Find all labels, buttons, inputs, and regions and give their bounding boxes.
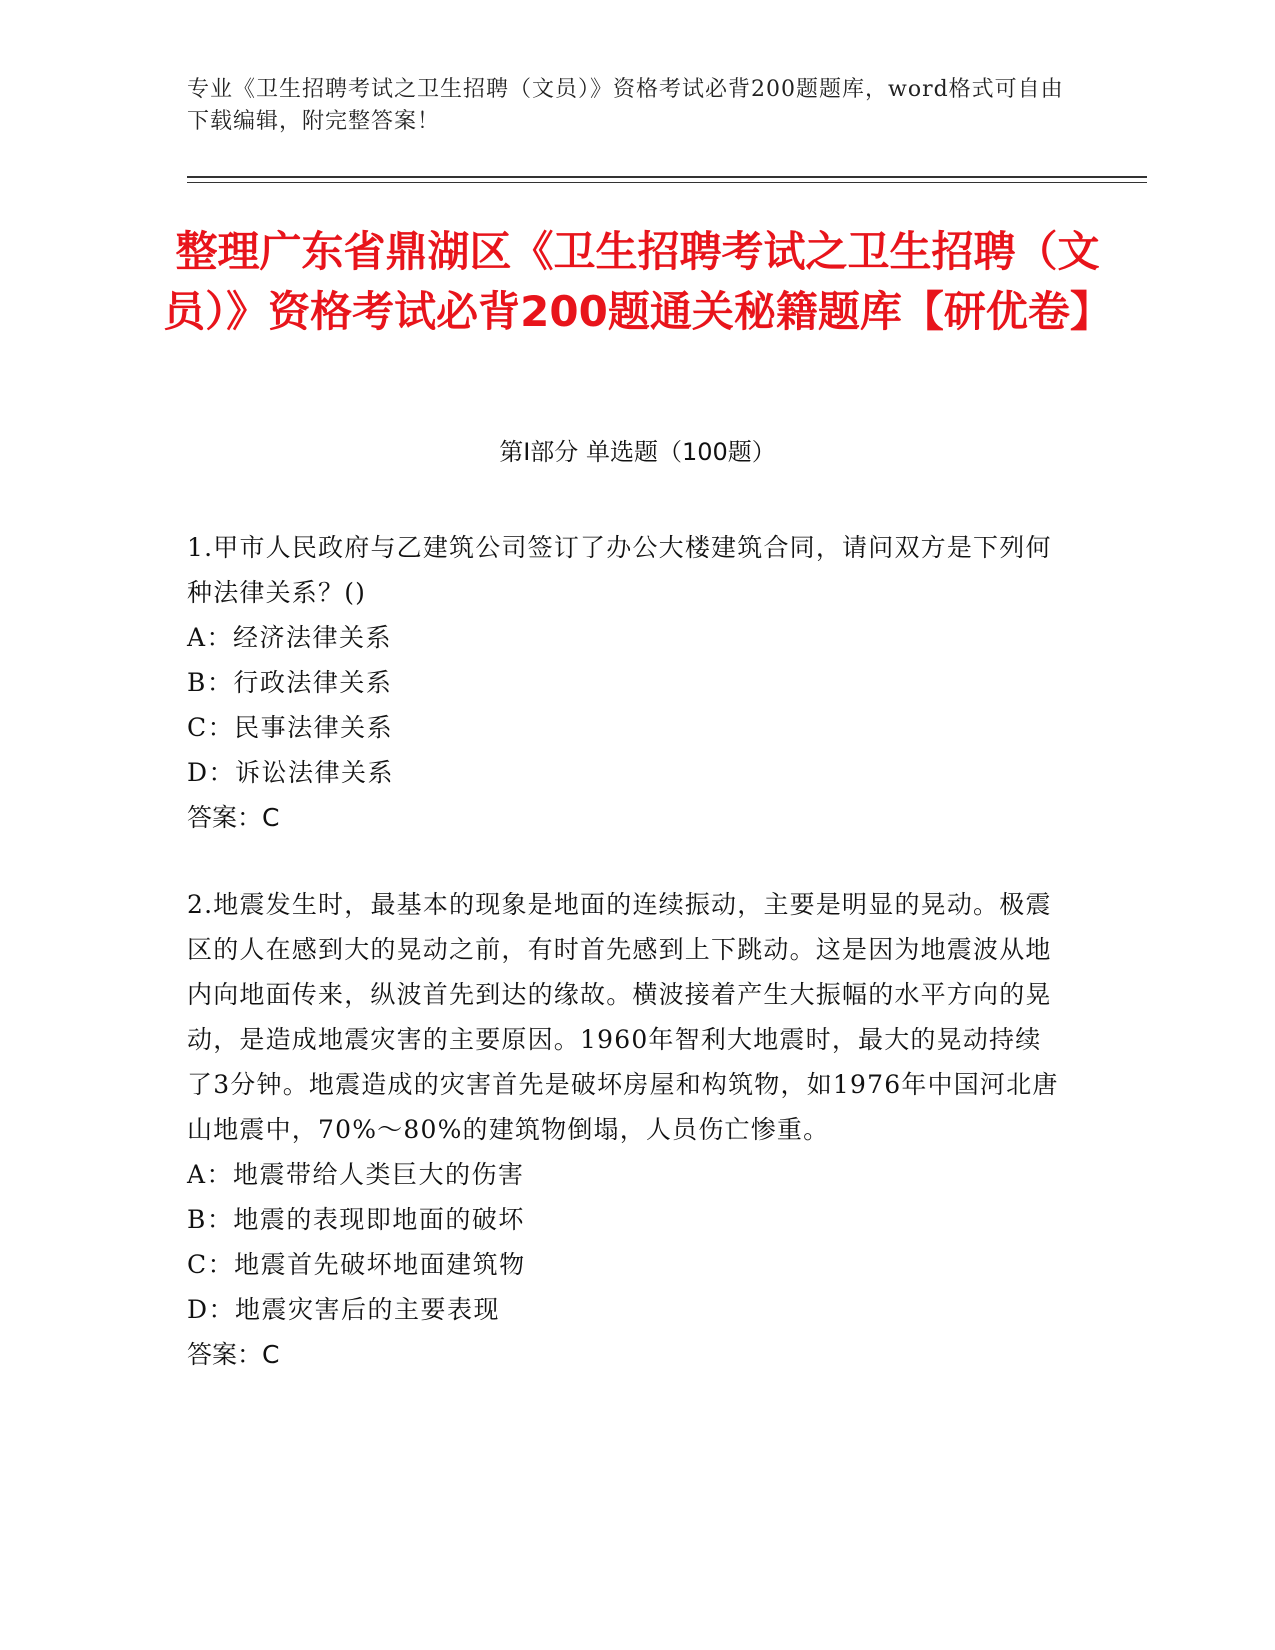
option-d: D：诉讼法律关系 — [187, 758, 395, 787]
option-c: C：民事法律关系 — [187, 713, 394, 742]
option-d: D：地震灾害后的主要表现 — [187, 1295, 501, 1324]
question-stem: 1.甲市人民政府与乙建筑公司签订了办公大楼建筑合同，请问双方是下列何种法律关系？() — [187, 533, 1052, 607]
question-stem: 2.地震发生时，最基本的现象是地面的连续振动，主要是明显的晃动。极震区的人在感到大的晃动之前，有时首先感到上下跳动。这是因为地震波从地内向地面传来，纵波首先到达的缘故。横波接着产生大振幅的水平方向的晃动，是造成地震灾害的主要原因。1960年智利大地震时，最大的晃动持续了3分钟。地震造成的灾害首先是破坏房屋和构筑物，如1976年中国河北唐山地震中，70%～80%的建筑物倒塌，人员伤亡惨重。 — [187, 890, 1059, 1144]
option-b: B：行政法律关系 — [187, 668, 393, 697]
option-b: B：地震的表现即地面的破坏 — [187, 1205, 525, 1234]
header-divider-thin — [187, 182, 1147, 183]
option-a: A：地震带给人类巨大的伤害 — [187, 1160, 525, 1189]
answer: 答案：C — [187, 1340, 280, 1369]
question-block — [187, 525, 1067, 841]
option-c: C：地震首先破坏地面建筑物 — [187, 1250, 526, 1279]
section-title: 第Ⅰ部分 单选题（100题） — [499, 438, 776, 466]
question-block — [187, 882, 1067, 1378]
option-a: A：经济法律关系 — [187, 623, 393, 652]
answer: 答案：C — [187, 803, 280, 832]
header-divider-thick — [187, 176, 1147, 178]
document-title: 整理广东省鼎湖区《卫生招聘考试之卫生招聘（文员）》资格考试必背200题通关秘籍题库【研优卷】 — [163, 227, 1112, 336]
header-note: 专业《卫生招聘考试之卫生招聘（文员）》资格考试必背200题题库，word格式可自由下载编辑，附完整答案！ — [187, 77, 1064, 134]
